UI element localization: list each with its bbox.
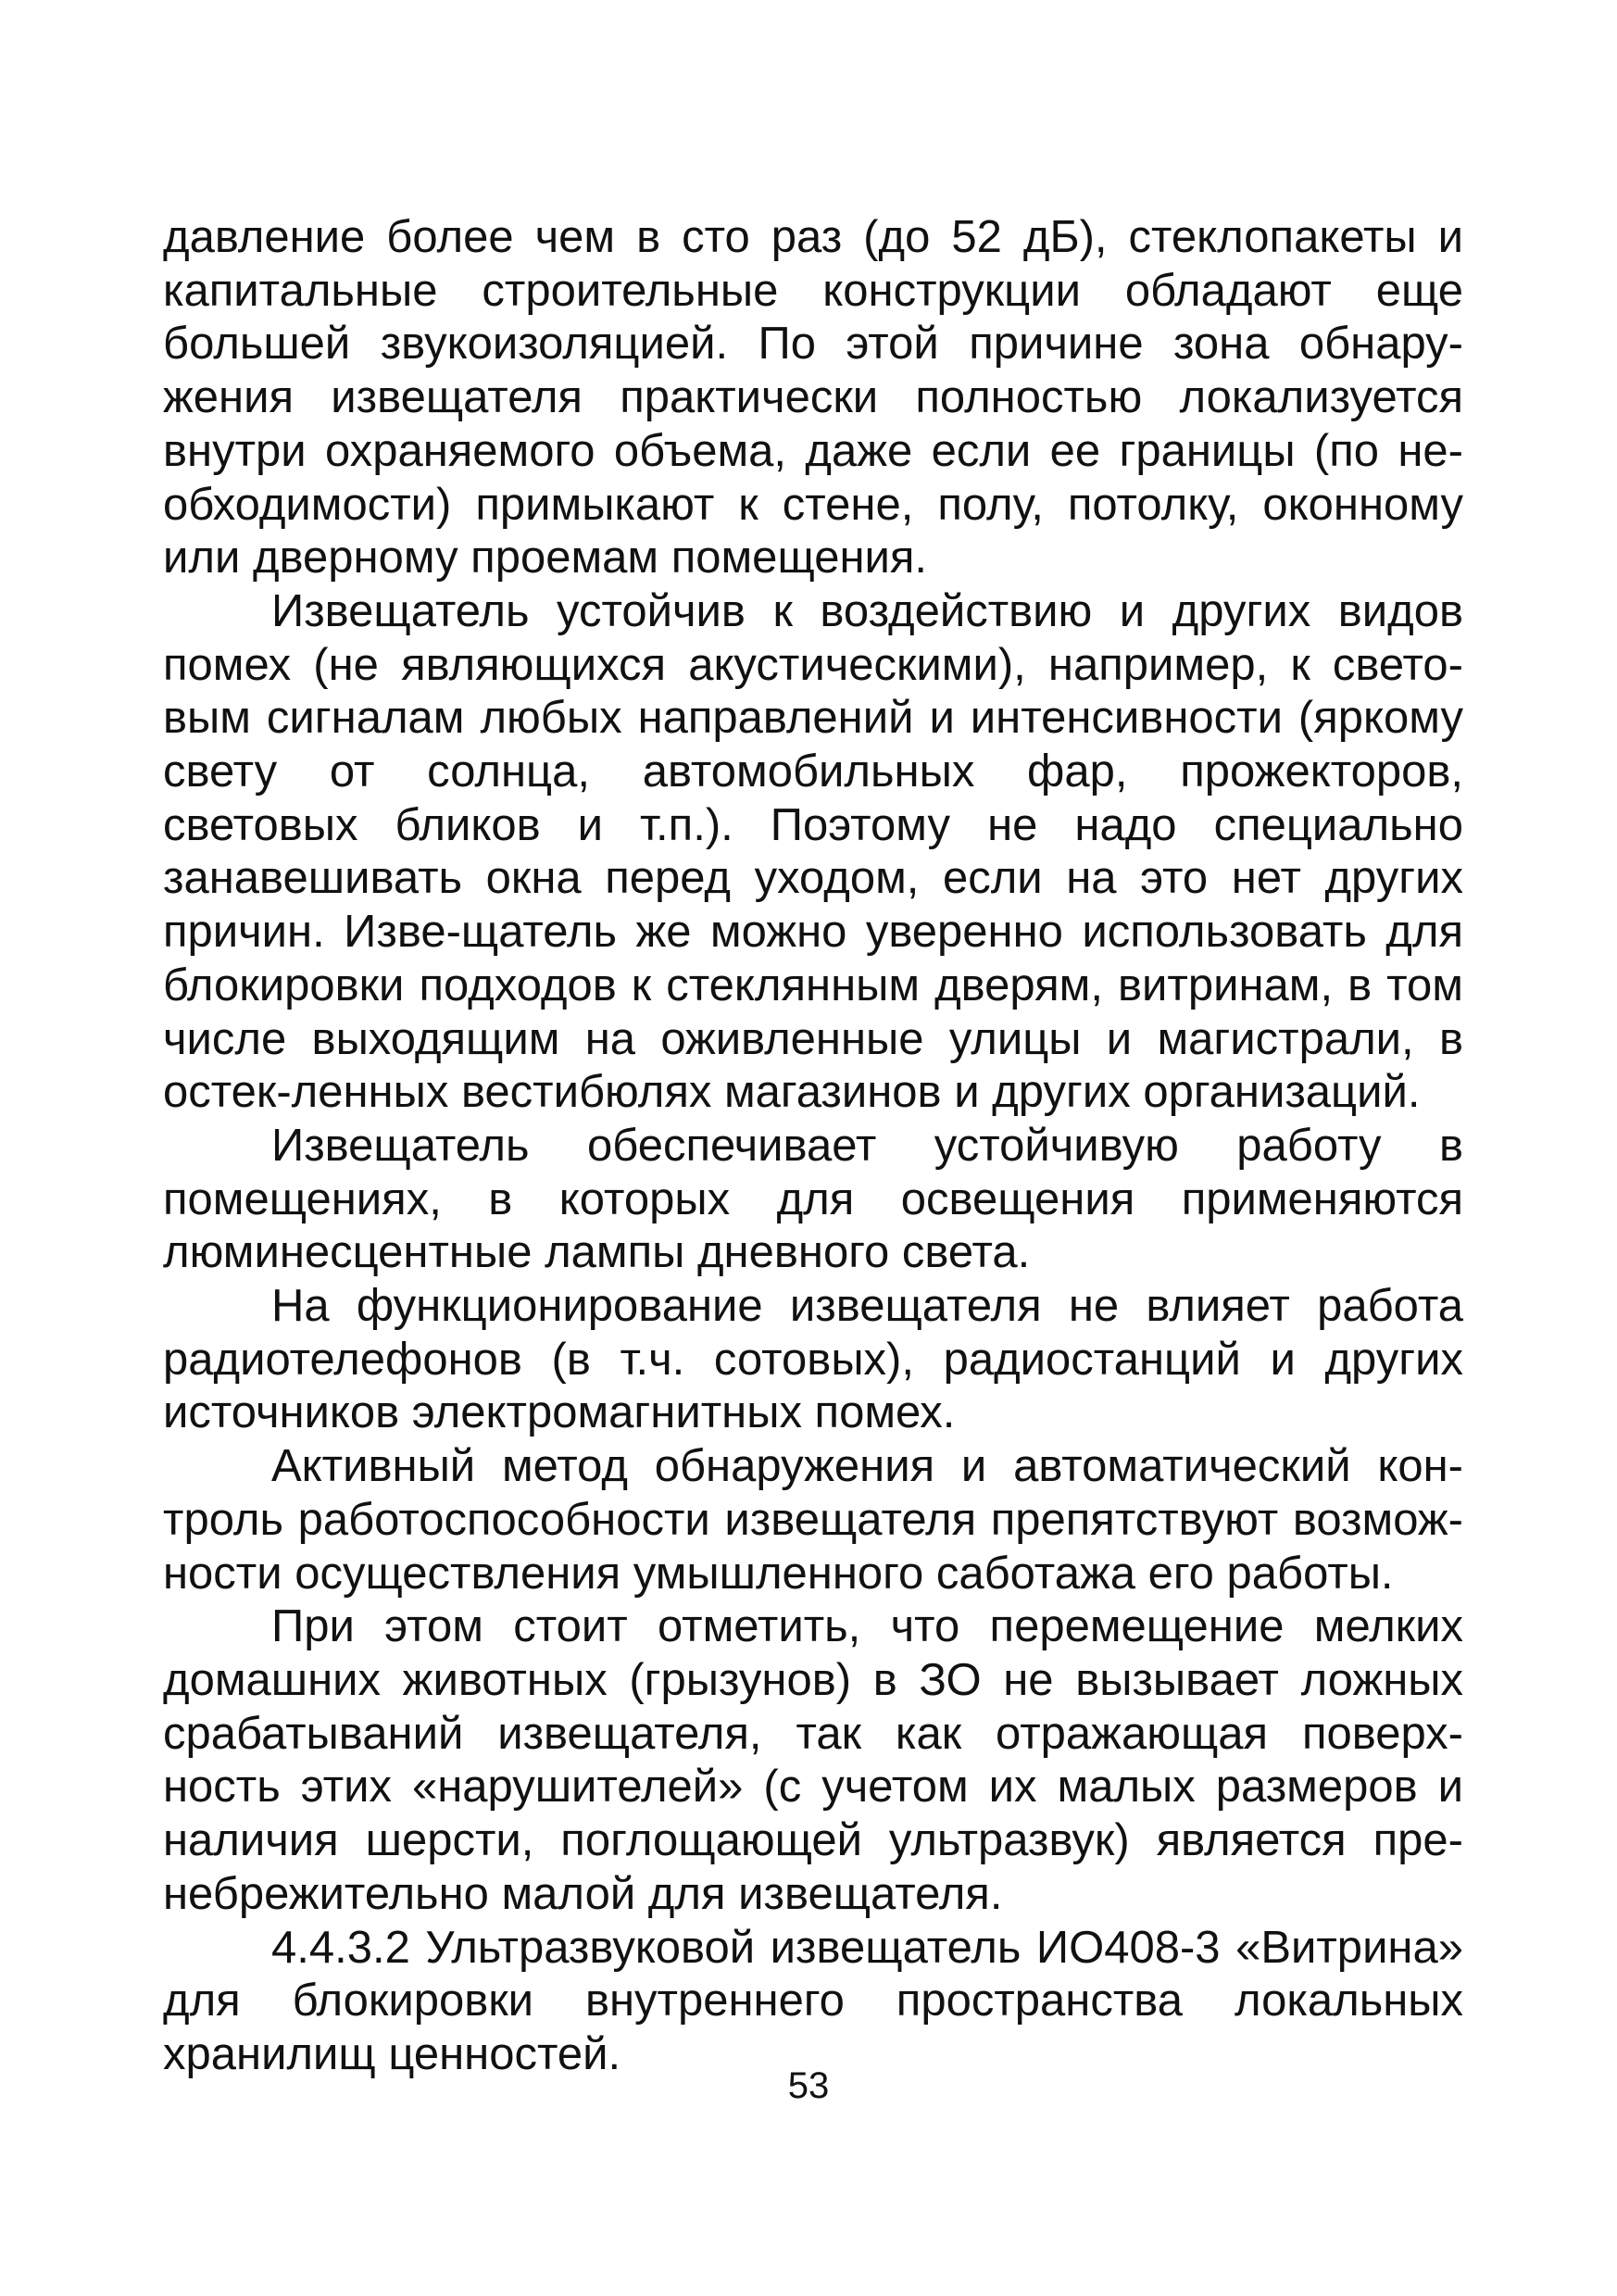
paragraph: На функционирование извещателя не влияет работа радиотелефонов (в т.ч. сотовых), радиостанций и других источников электромагнитных помех. (163, 1281, 1463, 1438)
paragraph-continuation: давление более чем в сто раз (до 52 дБ), стеклопакеты и капитальные строительные конструкции обладают еще большей звукоизоляцией. По этой причине зона обнару-жения извещателя практически полностью локализуется внутри охраняемого объема, даже если ее границы (по не-обходимости) примыкают к стене, полу, потолку, оконному или дверному проемам помещения. (163, 212, 1463, 583)
paragraph: Извещатель устойчив к воздействию и других видов помех (не являющихся акустическими), например, к свето-вым сигналам любых направлений и интенсивности (яркому свету от солнца, автомобильных фар, прожекторов, световых бликов и т.п.). Поэтому не надо специально занавешивать окна перед уходом, если на это нет других причин. Изве-щатель же можно уверенно использовать для блокировки подходов к стеклянным дверям, витринам, в том числе выходящим на оживленные улицы и магистрали, в остек-ленных вестибюлях магазинов и других организаций. (163, 585, 1463, 1118)
page-number: 53 (787, 2065, 830, 2106)
paragraph: Активный метод обнаружения и автоматический кон-троль работоспособности извещателя препятствуют возмож-ности осуществления умышленного саботажа его работы. (163, 1441, 1463, 1599)
body-text (163, 211, 1463, 2082)
section-heading-paragraph: 4.4.3.2 Ультразвуковой извещатель ИО408-3 «Витрина» для блокировки внутреннего пространства локальных хранилищ ценностей. (163, 1922, 1463, 2079)
paragraph: При этом стоит отметить, что перемещение мелких домашних животных (грызунов) в ЗО не вызывает ложных срабатываний извещателя, так как отражающая поверх-ность этих «нарушителей» (с учетом их малых размеров и наличия шерсти, поглощающей ультразвук) является пре-небрежительно малой для извещателя. (163, 1601, 1463, 1919)
paragraph: Извещатель обеспечивает устойчивую работу в помещениях, в которых для освещения применяются люминесцентные лампы дневного света. (163, 1120, 1463, 1278)
